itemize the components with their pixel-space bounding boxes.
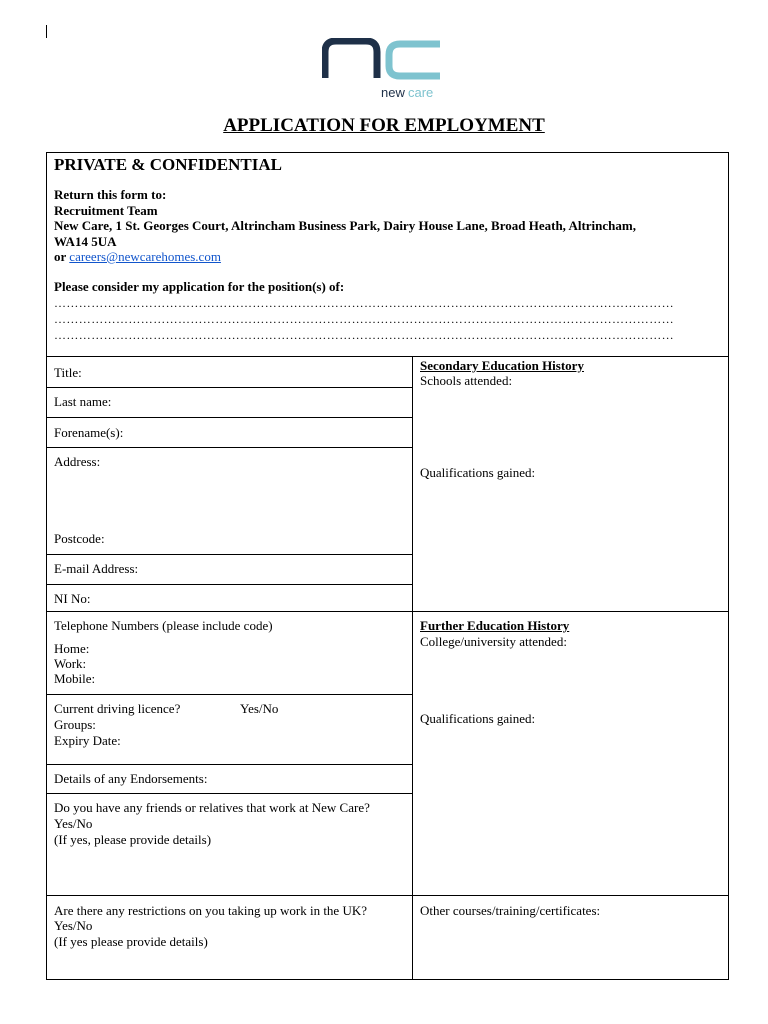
logo-wordmark-care: care — [408, 85, 434, 100]
return-label: Return this form to: — [54, 187, 167, 202]
return-address — [54, 187, 714, 265]
further-education-field[interactable] — [412, 611, 729, 896]
last-name-label: Last name: — [54, 394, 112, 409]
further-education-heading: Further Education History — [420, 618, 570, 633]
restrictions-yes-no[interactable]: Yes/No — [54, 918, 93, 933]
address-line-1: New Care, 1 St. Georges Court, Altrincham Business Park, Dairy House Lane, Broad Heath, Altrincham, — [54, 218, 636, 233]
work-restrictions-field[interactable] — [46, 895, 413, 980]
college-attended-label: College/university attended: — [420, 634, 567, 649]
title-field[interactable] — [46, 356, 413, 388]
page-title: APPLICATION FOR EMPLOYMENT — [223, 115, 545, 136]
licence-yes-no[interactable]: Yes/No — [240, 701, 279, 716]
forenames-label: Forename(s): — [54, 425, 124, 440]
logo-wordmark-new: new — [381, 85, 405, 100]
licence-label: Current driving licence? — [54, 701, 181, 716]
or-label: or — [54, 249, 67, 264]
address-field[interactable] — [46, 447, 413, 555]
expiry-date-label: Expiry Date: — [54, 733, 121, 748]
text-cursor — [46, 25, 47, 38]
logo-n-shape — [325, 41, 377, 78]
email-label: E-mail Address: — [54, 561, 139, 576]
schools-attended-label: Schools attended: — [420, 373, 513, 388]
friends-question: Do you have any friends or relatives that work at New Care? — [54, 800, 370, 815]
newcare-logo — [322, 38, 446, 100]
forenames-field[interactable] — [46, 417, 413, 448]
telephone-field[interactable] — [46, 611, 413, 695]
driving-licence-field[interactable] — [46, 694, 413, 765]
endorsements-label: Details of any Endorsements: — [54, 771, 208, 786]
last-name-field[interactable] — [46, 387, 413, 418]
groups-label: Groups: — [54, 717, 96, 732]
qualifications-label-1: Qualifications gained: — [420, 465, 536, 480]
email-line — [54, 249, 714, 265]
title-label: Title: — [54, 365, 82, 380]
telephone-heading: Telephone Numbers (please include code) — [54, 618, 273, 633]
address-label: Address: — [54, 454, 101, 469]
recruitment-team: Recruitment Team — [54, 202, 158, 218]
header-box — [46, 152, 729, 357]
ni-field[interactable] — [46, 584, 413, 612]
logo-c-shape — [389, 44, 440, 76]
mobile-phone-label: Mobile: — [54, 671, 96, 686]
qualifications-label-2: Qualifications gained: — [420, 711, 536, 726]
secondary-education-field[interactable] — [412, 356, 729, 612]
careers-email-link[interactable]: careers@newcarehomes.com — [69, 249, 221, 264]
friends-note: (If yes, please provide details) — [54, 832, 212, 847]
restrictions-question: Are there any restrictions on you taking up work in the UK? — [54, 903, 368, 918]
home-phone-label: Home: — [54, 641, 90, 656]
secondary-education-heading: Secondary Education History — [420, 358, 584, 373]
address-line-2: WA14 5UA — [54, 233, 117, 249]
work-phone-label: Work: — [54, 656, 87, 671]
other-courses-field[interactable] — [412, 895, 729, 980]
ni-label: NI No: — [54, 591, 91, 606]
other-courses-label: Other courses/training/certificates: — [420, 903, 601, 918]
endorsements-field[interactable] — [46, 764, 413, 794]
postcode-label: Postcode: — [54, 531, 105, 546]
restrictions-note: (If yes please provide details) — [54, 934, 208, 949]
confidential-heading: PRIVATE & CONFIDENTIAL — [54, 155, 282, 174]
position-line-3[interactable]: …………………………………………………………………………………………………………………………………… — [54, 328, 674, 342]
friends-yes-no[interactable]: Yes/No — [54, 816, 93, 831]
email-field[interactable] — [46, 554, 413, 585]
friends-relatives-field[interactable] — [46, 793, 413, 896]
position-prompt: Please consider my application for the position(s) of: — [54, 279, 345, 294]
position-line-1[interactable]: …………………………………………………………………………………………………………………………………… — [54, 296, 674, 310]
position-line-2[interactable]: …………………………………………………………………………………………………………………………………… — [54, 312, 674, 326]
